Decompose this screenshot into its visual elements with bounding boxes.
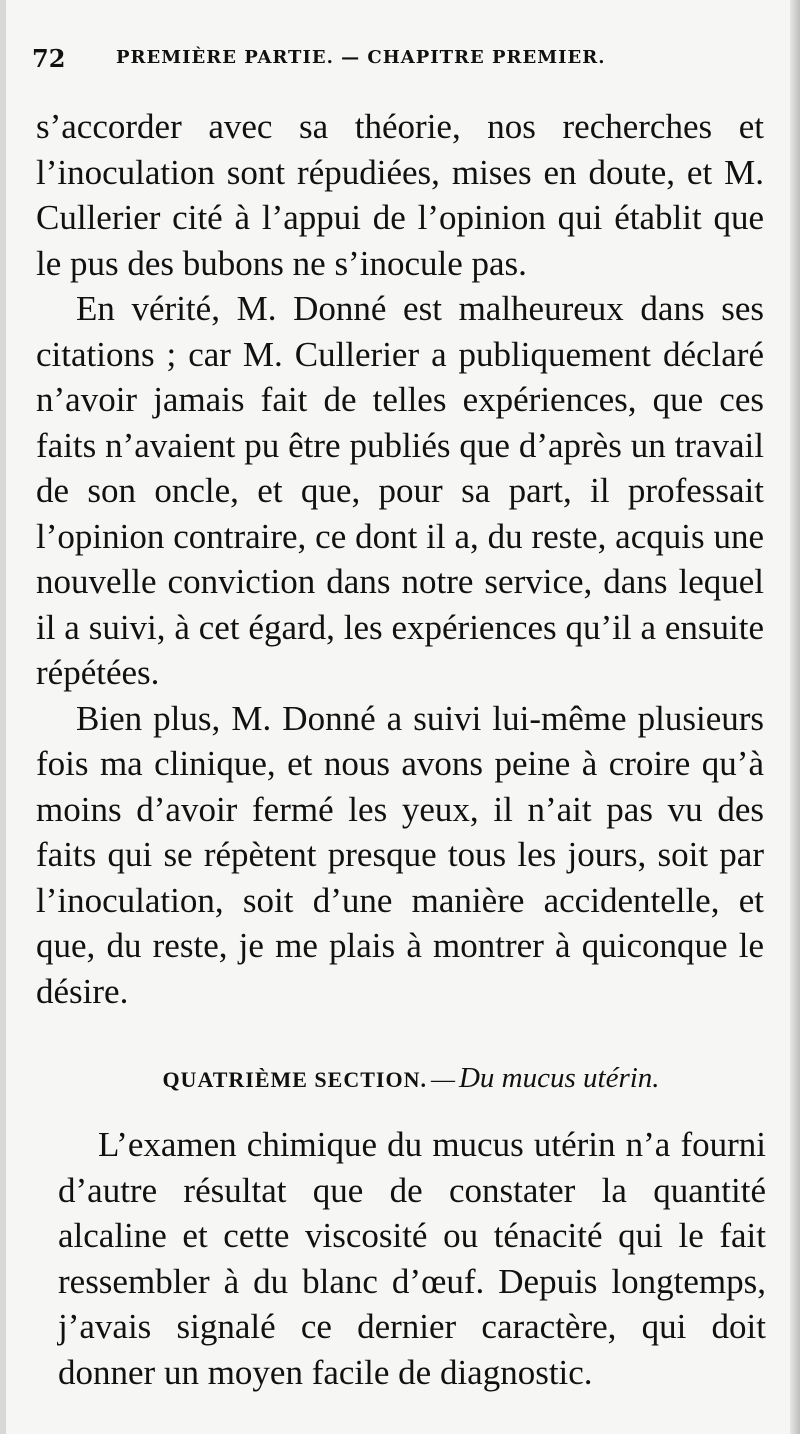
- body-text: [36, 104, 764, 1014]
- page-number: 72: [32, 44, 66, 73]
- paragraph: Bien plus, M. Donné a suivi lui-même plusieurs fois ma clinique, et nous avons peine à croire qu’à moins d’avoir fermé les yeux, il n’ait pas vu des faits qui se répètent presque tous les jours, soit par l’inoculation, soit d’une manière accidentelle, et que, du reste, je me plais à montrer à quiconque le désire.: [36, 698, 764, 1011]
- paragraph: L’examen chimique du mucus utérin n’a fourni d’autre résultat que de constater la quantité alcaline et cette viscosité ou ténacité qui le fait ressembler à du blanc d’œuf. Depuis longtemps, j’avais signalé ce dernier caractère, qui doit donner un moyen facile de diagnostic.: [58, 1125, 766, 1392]
- paragraph: En vérité, M. Donné est malheureux dans ses citations ; car M. Cullerier a publiquement déclaré n’avoir jamais fait de telles expériences, que ces faits n’avaient pu être publiés que d’après un travail de son oncle, et que, pour sa part, il professait l’opinion contraire, ce dont il a, du reste, acquis une nouvelle conviction dans notre service, dans lequel il a suivi, à cet égard, les expériences qu’il a ensuite répétées.: [36, 289, 764, 692]
- section-title: Du mucus utérin.: [458, 1062, 660, 1094]
- page-edge-right: [790, 0, 800, 1434]
- section-heading: [56, 1062, 766, 1095]
- running-head: PREMIÈRE PARTIE. — CHAPITRE PREMIER.: [116, 47, 606, 68]
- paragraph-continued: s’accorder avec sa théorie, nos recherches et l’inoculation sont répudiées, mises en doute, et M. Cullerier cité à l’appui de l’opinion qui établit que le pus des bubons ne s’inocule pas.: [36, 107, 764, 283]
- section-label: QUATRIÈME SECTION.: [162, 1067, 427, 1092]
- section-body: [58, 1122, 766, 1395]
- section-dash: —: [430, 1067, 455, 1093]
- page-edge-left: [0, 0, 6, 1434]
- page-header: [30, 44, 760, 80]
